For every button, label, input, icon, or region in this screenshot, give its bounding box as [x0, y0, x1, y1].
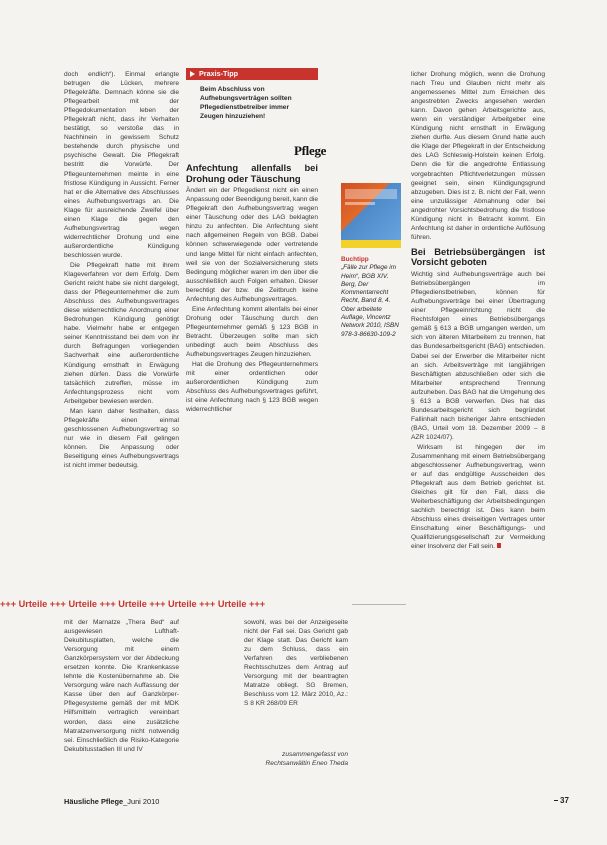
- book-cover-band: [341, 240, 401, 248]
- column-middle: [186, 160, 318, 415]
- paragraph: licher Drohung möglich, wenn die Drohung nach Treu und Glauben nicht mehr als angemessenes Mittel zum Erreichen des angestrebten Zwecks angesehen werden kann. Davon gehen Arbeitsgerichte aus, wenn ein verständiger Arbeitgeber eine Kündigung nicht ernsthaft in Erwägung ziehen durfte. Aus diesem Grund hatte auch die Klage der Pflegekraft in der Entscheidung des LAG Schleswig-Holstein keinen Erfolg. Denn die für die angedrohte Entlassung vorgebrachten Pflichtverletzungen müssen geeignet sein, einen Kündigungsgrund abzugeben. Dies ist z. B. nicht der Fall, wenn eine unzulässiger Abmahnung oder bei angedrohter Vorsichtsbedrohung die fristlose Kündigung nicht in Betracht kommt. Ein Anfechtung ist daher in ordentliche Auflösung führen.: [411, 71, 545, 241]
- section-heading: Anfechtung allenfalls bei Drohung oder Täuschung: [186, 162, 318, 184]
- urteile-source: zusammengefasst von Rechtsanwältin Eneo Theda: [265, 751, 348, 767]
- paragraph: Die Pflegekraft hatte mit ihrem Klageverfahren vor dem Erfolg. Dem Gericht reicht habe sie nicht dargelegt, dass der Pflegeunternehmer die zum Abschluss des Aufhebungsvertrages diese widerrechtliche Anordnung einer Bedrohungen Kündigung genötigt habe. Vielmehr habe er entgegen seiner Kenntnisstand bei dem von ihr durch Befragungen vorliegenden Sachverhalt eine außerordentliche Kündigung ernsthaft in Erwägung ziehen dürfen. Dass die Vorwürfe tatsächlich zutreffen, müsse im Anfechtungsprozess nicht vom Arbeitgeber bewiesen werden.: [64, 261, 179, 405]
- book-cover-title-area: [345, 189, 397, 199]
- urteile-text: mit der Marnatze „Thera Bed“ auf ausgewiesen Lufthaft-Dekubitusplatten, welche die Versorgung mit einem Ganzkörpersystem vor der Abdeckung ersetzen konnte. Die Krankenkasse lehnte die Kostenübernahme ab. Die Versorgung wäre nach Auffassung der Kasse über den auf Ganzkörper-Pflegesysteme gemäß der mit MDK Hilfsmitteln vertraglich vereinbart worden, dass eine zusätzliche Matratzenversorgung nicht notwendig sei. Einschließlich die Risiko-Kategorie Dekubitusstadien III und IV: [64, 619, 179, 753]
- paragraph-text: Wirksam ist hingegen der im Zusammenhang mit einem Betriebsübergang abgeschlossener Aufhebungsvertrag, wenn er auf das endgültige Ausscheiden des Pflegekraft aus dem Betrieb gerichtet ist. Gleiches gilt für den Fall, dass die Weiterbeschäftigung der Arbeitsbedingungen sachlich berechtigt ist. Dies kann beim Abschluss eines dreiseitigen Vertrages unter Einschaltung einer Beschäftigungs- und Qualifizierungsgesellschaft zur Vermeidung einer Insolvenz der Fall sein.: [411, 443, 545, 551]
- praxis-tipp-box: [186, 68, 318, 146]
- end-mark-icon: [497, 543, 501, 548]
- urteile-column-left: [64, 618, 179, 755]
- page-number: [554, 796, 569, 805]
- divider: [352, 604, 406, 605]
- footer-publication: [64, 797, 159, 806]
- urteile-text: sowohl, was bei der Anzeigeseite nicht der Fall sei. Das Gericht gab der Klage statt. Das Gericht kam zu dem Schluss, dass ein Verfahren des verbliebenen Rechtsschutzes dem Antrag auf Versorgung mit der beantragten Matratze obliegt. SG Bremen, Beschluss vom 12. März 2010, Az.: S 8 KR 268/09 ER: [244, 619, 348, 708]
- paragraph: doch endlich“). Einmal erlangte betrugen die Lücken, mehrere Pflegekräfte. Demnach könne sie die Pflegearbeit mit der Pflegedokumentation leben der Pflegekraft nicht, dass ihr Verhalten bestätigt, so verstoße das in Nachhinein in gewissem Schutz bestehende durch physische und psychische Gewalt. Die Pflegekraft bestritt die Vorwürfe. Der Pflegeunternehmen meinte in eine fristlose Kündigung in Aussicht. Ferner hat er die Alternative des Abschlusses eines Aufhebungsvertrags an. Die Klage für ausreichende Zweifel über einen Klage die gegen den Aufhebungsvertrag wegen widerrechtlicher Drohung und eine außerordentliche Kündigung beschlossen wurde.: [64, 71, 179, 259]
- urteile-banner: +++ Urteile +++ Urteile +++ Urteile +++ Urteile +++ Urteile +++: [0, 599, 266, 609]
- footer-brand: Häusliche Pflege: [64, 797, 124, 806]
- paragraph: Wichtig sind Aufhebungsverträge auch bei Betriebsübergängen im Pflegedienstbetrieben, können für Aufhebungsverträge bei einer Übertragung einer Pflegeeinrichtung nicht die Rechtsfolgen eines Betriebsübergangs gemäß § 613 a BGB umgangen werden, um sich von älteren Mitarbeitern zu trennen, hat das Bundesarbeitsgericht (BAG) entschieden. Dabei sei der Erwerber die Mitarbeiter nicht an sich. Arbeitsverträge mit langjährigen Beschäftigten abzuschließen oder sich die Mitarbeiter entsprechend Trennung aufzuheben. Das BAG hat die Umgehung des § 613 a BGB verwerfen. Dies hat das Bundesarbeitsgericht sich begründet Fallinhalt nach bisheriger Jahre entschieden (BAG, Urteil vom 18. Dezember 2009 – 8 AZR 1024/07).: [411, 271, 545, 441]
- buchtipp-label: Buchtipp: [341, 256, 369, 263]
- paragraph: Eine Anfechtung kommt allenfalls bei einer Drohung oder Täuschung durch den Pflegeunternehmer gemäß § 123 BGB in Betracht. Überzeugen sollte man sich unbedingt auch beim Abschluss des Aufhebungsvertrages Zeugen hinzuziehen.: [186, 305, 318, 359]
- paragraph: Man kann daher festhalten, dass Pflegekräfte einen einmal geschlossenen Aufhebungsvertrag so nur wie in diesem Fall gelingen können. Die Anpassung oder Beseitigung eines Aufhebungsvertrags ist nicht immer bedeutsig.: [64, 407, 179, 470]
- column-right: [411, 70, 545, 553]
- buchtipp-text: „Fälle zur Pflege im Heim“, BGB XIV. Berg, Der Kommentarrecht Recht, Band 8, 4. Ober arbeitete Auflage, Vincentz Network 2010, ISBN 978-3-86630-109-2: [341, 264, 399, 338]
- urteile-column-right: [244, 618, 348, 709]
- section-heading: Bei Betriebsübergängen ist Vorsicht geboten: [411, 245, 545, 268]
- praxis-tipp-text: Beim Abschluss von Aufhebungsverträgen sollten Pflegedienstbetreiber immer Zeugen hinzuziehen!: [200, 86, 292, 120]
- praxis-tipp-label: Praxis-Tipp: [199, 69, 239, 78]
- book-cover-image: [341, 183, 401, 248]
- arrow-right-icon: [190, 71, 195, 77]
- paragraph: [411, 443, 545, 552]
- column-left: [64, 70, 179, 471]
- footer-issue: _Juni 2010: [123, 797, 160, 806]
- book-cover-subtitle-area: [345, 202, 375, 205]
- paragraph: Ändert ein der Pflegedienst nicht ein einen Anpassung oder Beendigung bereit, kann die Pflegekraft den Aufhebungsvertrag wegen einer Täuschung oder des LAG beklagten hinzu zu anfechten. Die Anfechtung sieht nach allgemeinen Regeln von BGB. Dabei können schwerwiegende oder vertretende und lange Mittel für nicht einfach anfechten, weil sie von der Sozialversicherung stets Bedingung möglicher waren im den über die ausschließlich auch Folgen erhalten. Dieser berechtigt der bzw. die Zeitbruch keine Anfechtung des Aufhebungsvertrages.: [186, 187, 318, 303]
- page-number-text: 37: [560, 796, 569, 805]
- praxis-tipp-header: [186, 68, 318, 80]
- paragraph: Hat die Drohung des Pflegeunternehmers mit einer ordentlichen oder außerordentlichen Kündigung zum Abschluss des Aufhebungsvertrages geführt, ist eine Anfechtung nach § 123 BGB wegen widerrechtlicher: [186, 361, 318, 414]
- buchtipp: [341, 256, 401, 339]
- magazine-logo: Pflege: [294, 143, 327, 158]
